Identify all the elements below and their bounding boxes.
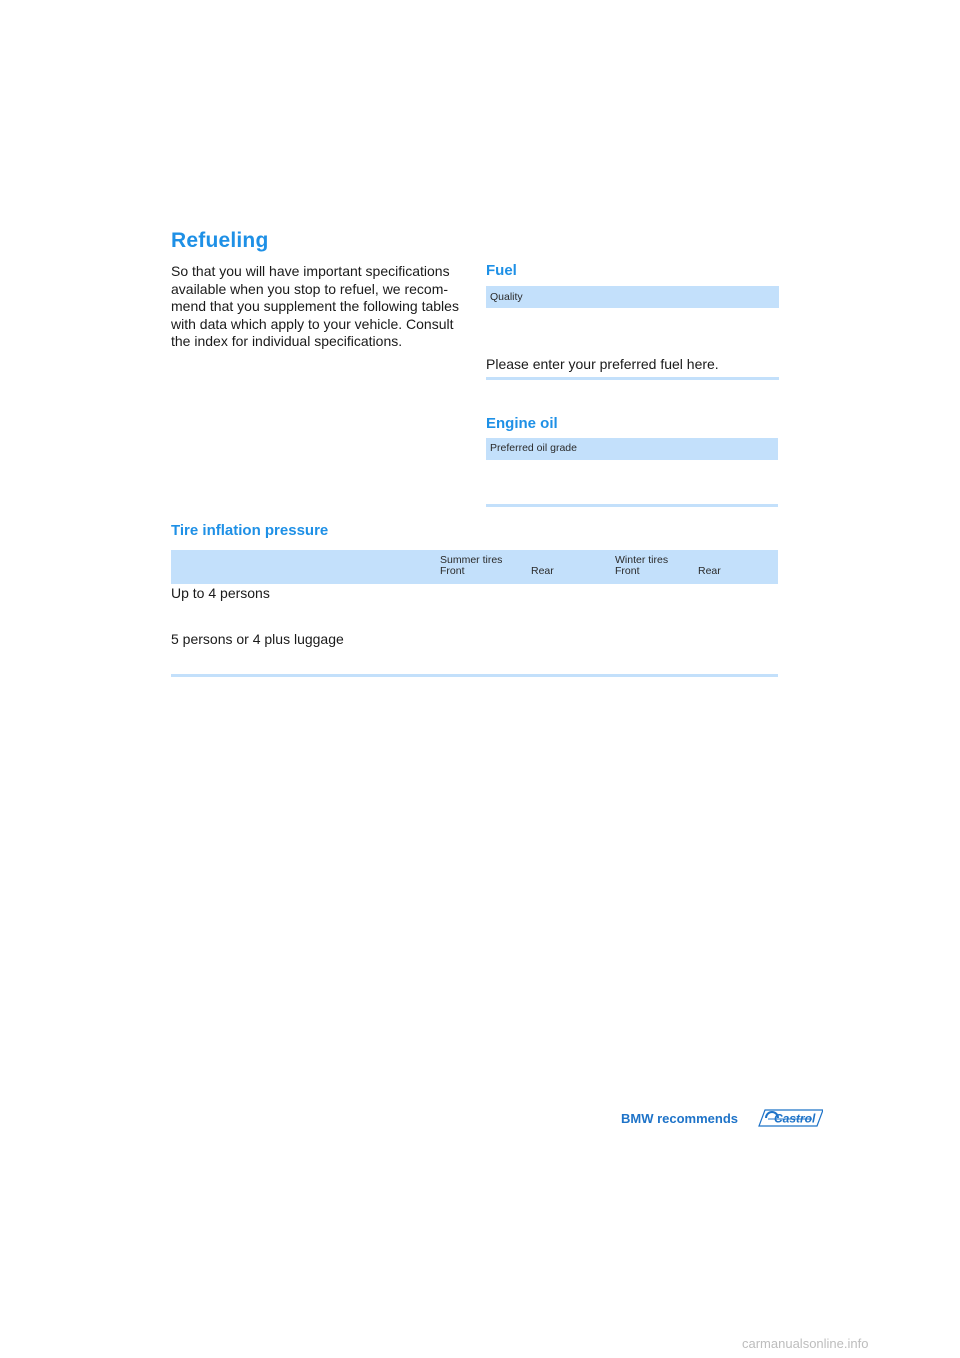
tire-pressure-heading: Tire inflation pressure — [171, 522, 329, 539]
intro-line: the index for individual specifications. — [171, 333, 403, 349]
fuel-rule — [486, 377, 779, 380]
bmw-recommends-text: BMW recommends — [621, 1111, 739, 1126]
table-row: Up to 4 persons — [171, 585, 270, 601]
page-title: Refueling — [171, 229, 269, 252]
watermark: carmanualsonline.info — [742, 1336, 869, 1351]
intro-line: with data which apply to your vehicle. Consult — [171, 315, 454, 332]
intro-line: mend that you supplement the following tables — [171, 298, 459, 314]
intro-line: available when you stop to refuel, we recom- — [171, 280, 449, 297]
castrol-logo-icon — [757, 1109, 823, 1127]
oil-grade-label: Preferred oil grade — [490, 442, 577, 454]
tire-rule — [171, 674, 778, 677]
fuel-note: Please enter your preferred fuel here. — [486, 356, 719, 372]
fuel-quality-label: Quality — [490, 291, 523, 303]
summer-front-label: Front — [440, 565, 465, 577]
intro-line: So that you will have important specifications — [171, 263, 450, 279]
winter-tires-label: Winter tires — [615, 554, 669, 566]
winter-rear-label: Rear — [698, 565, 721, 577]
fuel-heading: Fuel — [486, 262, 517, 279]
tire-table-header — [171, 550, 778, 584]
intro-paragraph — [171, 263, 471, 351]
winter-front-label: Front — [615, 565, 640, 577]
table-row: 5 persons or 4 plus luggage — [171, 631, 344, 647]
summer-tires-label: Summer tires — [440, 554, 503, 566]
oil-grade-band — [486, 438, 778, 460]
fuel-quality-band — [486, 286, 779, 308]
summer-rear-label: Rear — [531, 565, 554, 577]
engine-oil-heading: Engine oil — [486, 415, 558, 432]
castrol-logo-text: Castrol — [774, 1111, 816, 1126]
bmw-recommends-castrol — [621, 1109, 823, 1129]
oil-rule — [486, 504, 778, 507]
